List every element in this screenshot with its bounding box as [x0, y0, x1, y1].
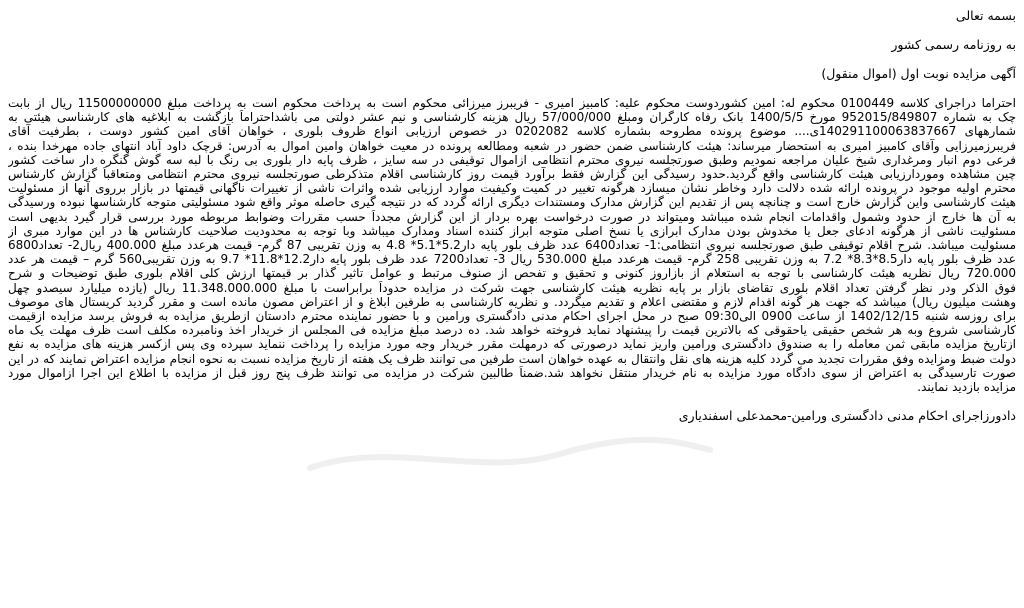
body-line: چک به شماره 952015/849807 مورخ 1400/5/5 بانک رفاه کارگران ومبلغ 57/000/000 ریال هزینه کارشناسی و نیم عشر دولتی می باشداحتراماً بازگشت به ابلاغیه های کارشناسی هیئتی به — [8, 110, 1016, 125]
signature: دادورزاجرای احکام مدنی دادگستری ورامین-محمدعلی اسفندیاری — [678, 408, 1016, 424]
body-line: فرعی دوم انبار ومرغداری شیخ علیان مراجعه نمودیم وطبق صورتجلسه نیروی محترم انتظامی ازاموال توقیفی در سه سایز ، ظرف پایه دار بلوری بی رنگ با لبه سه گوش گنگره دار ساخت کشور — [8, 152, 1016, 167]
body-line: شمارههای 140291100063837667ی.... موضوع پرونده مطروحه بشماره کلاسه 0202082 در خصوص ارزیابی انواع ظروف بلوری ، خواهان آقای امین کشور دوست ، بطرفیت آقای — [8, 124, 1016, 139]
body-line: هیئت کارشناسی واین گزارش خارج است و چنانچه پس از تقدیم این گزارش مدارک ومستندات دیگری ارائه گردد که در نتیجه گیری حاصله موثر واقع شود مسئولیتی متوجه کارشناسها نبوده ورسیدگی — [8, 195, 1016, 210]
notice-title: آگهی مزایده نوبت اول (اموال منقول) — [821, 66, 1016, 81]
newspaper-line: به روزنامه رسمی کشور — [891, 37, 1016, 52]
body-line: ازتاریخ مزایده مابقی ثمن معامله را به صندوق دادگستری ورامین واریز نماید درصورتی که درمهلت مقرر خریدار وجه مورد مزایده را پرداخت ننماید سپرده وی پس ازکسر هزینه های مزایده به نفع — [8, 337, 1016, 352]
body-line: احتراما دراجرای کلاسه 0100449 محکوم له: امین کشوردوست محکوم علیه: کامبیز امیری - فریبرز میرزائی محکوم است به پرداخت محکوم است به پرداخت مبلغ 11500000000 ریال از بابت — [8, 96, 1016, 110]
body-line: مسئولیت ناشی از هرگونه ادعای جعل یا مخدوش بودن مدارک ابرازی یا نسخ اصلی متوجه ابراز کننده اسناد ومدارک میباشد وبا توجه به محدودیت صلاحیت کارشناس ها در این موارد مبری از — [8, 223, 1016, 238]
body-line: فریبرزمیرزایی وآقای کامبیز امیری به استحضار میرساند: هیئت کارشناسی ضمن حضور در شعبه ومطالعه پرونده در معیت خواهان وامین اموال به آدرس: قرچک داود آباد انتهای جاده مهرخدا بنده ، — [8, 138, 1016, 153]
body-line: مزایده بازدید نمایند. — [917, 380, 1016, 395]
basmala: بسمه تعالی — [955, 8, 1016, 23]
body-line: وهشت میلیون ریال) میباشد که جهت هر گونه اقدام لازم و مقتضی اعلام و تقدیم میگردد. و نظریه کارشناسی به طرفین ابلاغ و از اعتراض مصون مانده است و مقرر گردید کریستال های موصوف — [8, 294, 1016, 309]
notice-body — [8, 96, 1016, 394]
body-line: صورت تارسیدگی به اعتراض از سوی دادگاه مورد مزایده به نام خریدار منتقل نخواهد شد.ضمناً طالبین شرکت در مزایده می توانند ظرف پنج روز قبل از مزایده با اطلاع این اجرا ازاموال مورد — [8, 365, 1016, 380]
body-line: دولت ضبط ومزایده وفق مقررات تجدید می گردد کلیه هزینه های نقل وانتقال به عهده خواهان است طرفین می توانند ظرف یک هفته از تاریخ مزایده نسبت به نحوه انجام مزایده اعتراض نمایند که در این — [8, 351, 1016, 366]
body-line: 720.000 ریال نظریه هیئت کارشناسی با توجه به استعلام از بازاروز کنونی و تحقیق و تفحص از صنوف مرتبط و عوامل تاثیر گذار بر قیمتها ارزش کلی اقلام بلوری طبق توضیحات و شرح — [8, 266, 1016, 281]
body-line: به آن ها خارج از حدود وشمول واقدامات انجام شده میباشد ومیتواند در صورت درخواست بهره بردار از این گزارش مجدداً حسب مقررات وضوابط مربوطه مورد بررسی قرار گیرد بدیهی است — [8, 209, 1016, 224]
body-line: فوق الذکر ودر نظر گرفتن تعداد اقلام بلوری تقاضای بازار بر پایه نظریه هیئت کارشناسی جهت شرکت در مزایده حدوداً برابراست با مبلغ 11.348.000.000 ریال (یازده میلیارد سیصدو چهل — [8, 280, 1016, 295]
body-line: کارشناسی شروع وبه هر شخص حقیقی یاحقوقی که بالاترین قیمت را پیشنهاد نماید فروخته خواهد شد. ده درصد مبلغ مزایده فی المجلس از خریدار اخذ ونامبرده مکلف است ظرف مهلت یک ماه — [8, 323, 1016, 338]
body-line: چین مشاهده وموردارزیابی هیئت کارشناسی واقع گردید.حدود رسیدگی این گزارش فقط برآورد قیمت روز کارشناسی اقلام متذکرطی صورتجلسه نیروی محترم انتظامی ومتعاقباً گزارش کارشناس — [8, 167, 1016, 182]
body-line: محترم اولیه موجود در پرونده ارائه شده دلالت دارد وخاطر نشان میسازد هرگونه تغییر در کمیت وکیفیت موارد ارزیابی شده واثرات ناشی از تغییرات ناگهانی قیمتها در بازار برروی آنها از مسئولیت — [8, 181, 1016, 196]
body-line: عدد ظرف بلور پایه دار8.5*8.3* 7.2 به وزن تقریبی 258 گرم- قیمت هرعدد مبلغ 530.000 ریال 3- تعداد7200 عدد ظرف بلور پایه دار12.2*11.8* 9.7 به وزن تقریبی560 گرم – قیمت هر عدد — [8, 252, 1016, 267]
body-line: برای روزسه شنبه 1402/12/15 از ساعت 0900 الی09:30 صبح در محل اجرای احکام مدنی دادگستری ورامین و با حضور نماینده محترم دادستان ازطریق مزایده به فروش برسد مزایده ازقیمت — [8, 309, 1016, 324]
body-line: مسئولیت میباشد. شرح اقلام توقیفی طبق صورتجلسه نیروی انتظامی:1- تعداد6400 عدد ظرف بلور پایه دار5.2*5.1* 4.8 به وزن تقریبی 87 گرم- قیمت هرعدد مبلغ 400.000 ریال2- تعداد6800 — [8, 238, 1016, 253]
